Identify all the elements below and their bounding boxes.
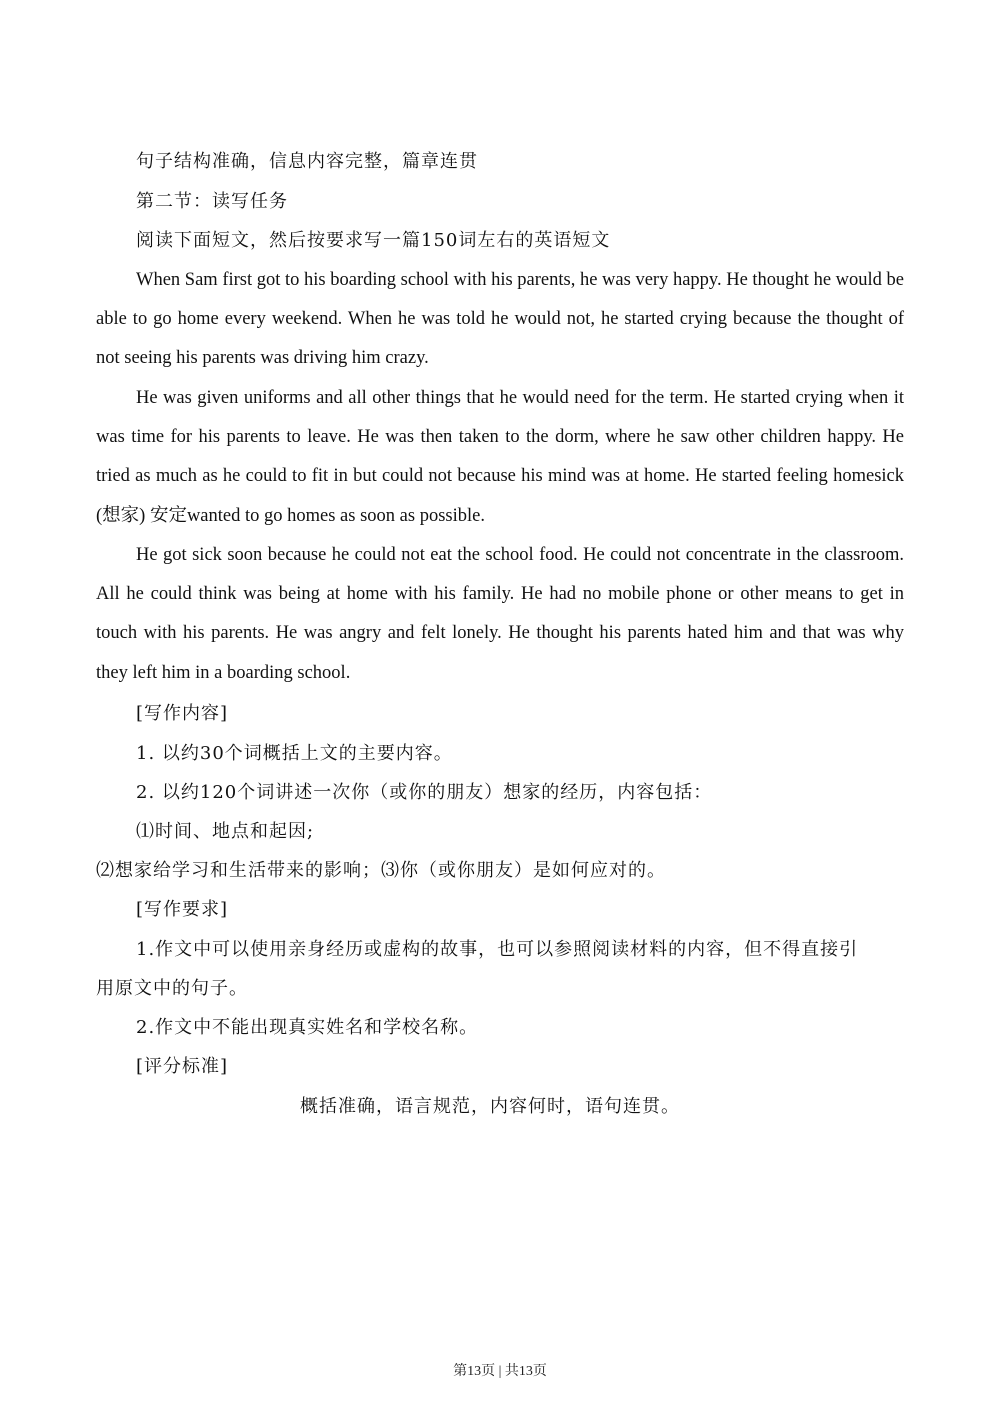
writing-requirements-heading: [写作要求]	[136, 899, 229, 920]
criteria-line: 句子结构准确，信息内容完整，篇章连贯	[136, 151, 478, 172]
section-title: 第二节：读写任务	[136, 191, 288, 212]
content-subitem-2: ⑵想家给学习和生活带来的影响；⑶你（或你朋友）是如何应对的。	[96, 860, 666, 881]
task-instruction: 阅读下面短文，然后按要求写一篇150词左右的英语短文	[136, 230, 611, 251]
content-item-2: 2. 以约120个词讲述一次你（或你的朋友）想家的经历，内容包括：	[136, 782, 713, 803]
writing-requirement-2: 2.作文中不能出现真实姓名和学校名称。	[136, 1017, 479, 1038]
scoring-heading: [评分标准]	[136, 1056, 229, 1077]
passage-paragraph-1: When Sam first got to his boarding school with his parents, he was very happy. He thought he would be able to go home every weekend. When he was told he would not, he started crying because the thought of not seeing his parents was driving him crazy.	[96, 270, 904, 369]
content-heading: [写作内容]	[136, 703, 229, 724]
content-subitem-1: ⑴时间、地点和起因;	[136, 821, 315, 842]
writing-requirement-1a: 1.作文中可以使用亲身经历或虚构的故事，也可以参照阅读材料的内容，但不得直接引	[136, 939, 859, 960]
page-footer: 第13页 | 共13页	[453, 1364, 547, 1379]
scoring-criteria: 概括准确，语言规范，内容何时，语句连贯。	[300, 1096, 680, 1117]
content-item-1: 1. 以约30个词概括上文的主要内容。	[136, 743, 453, 764]
passage-paragraph-2: He was given uniforms and all other things that he would need for the term. He started crying when it was time for his parents to leave. He was then taken to the dorm, where he saw other children happy. He tried as much as he could to fit in but could not because his mind was at home. He started feeling homesick (想家) 安定wanted to go homes as soon as possible.	[96, 388, 904, 526]
writing-requirement-1b: 用原文中的句子。	[96, 978, 248, 999]
passage-paragraph-3: He got sick soon because he could not eat the school food. He could not concentrate in the classroom. All he could think was being at home with his family. He had no mobile phone or other means to get in touch with his parents. He was angry and felt lonely. He thought his parents hated him and that was why they left him in a boarding school.	[96, 545, 904, 683]
